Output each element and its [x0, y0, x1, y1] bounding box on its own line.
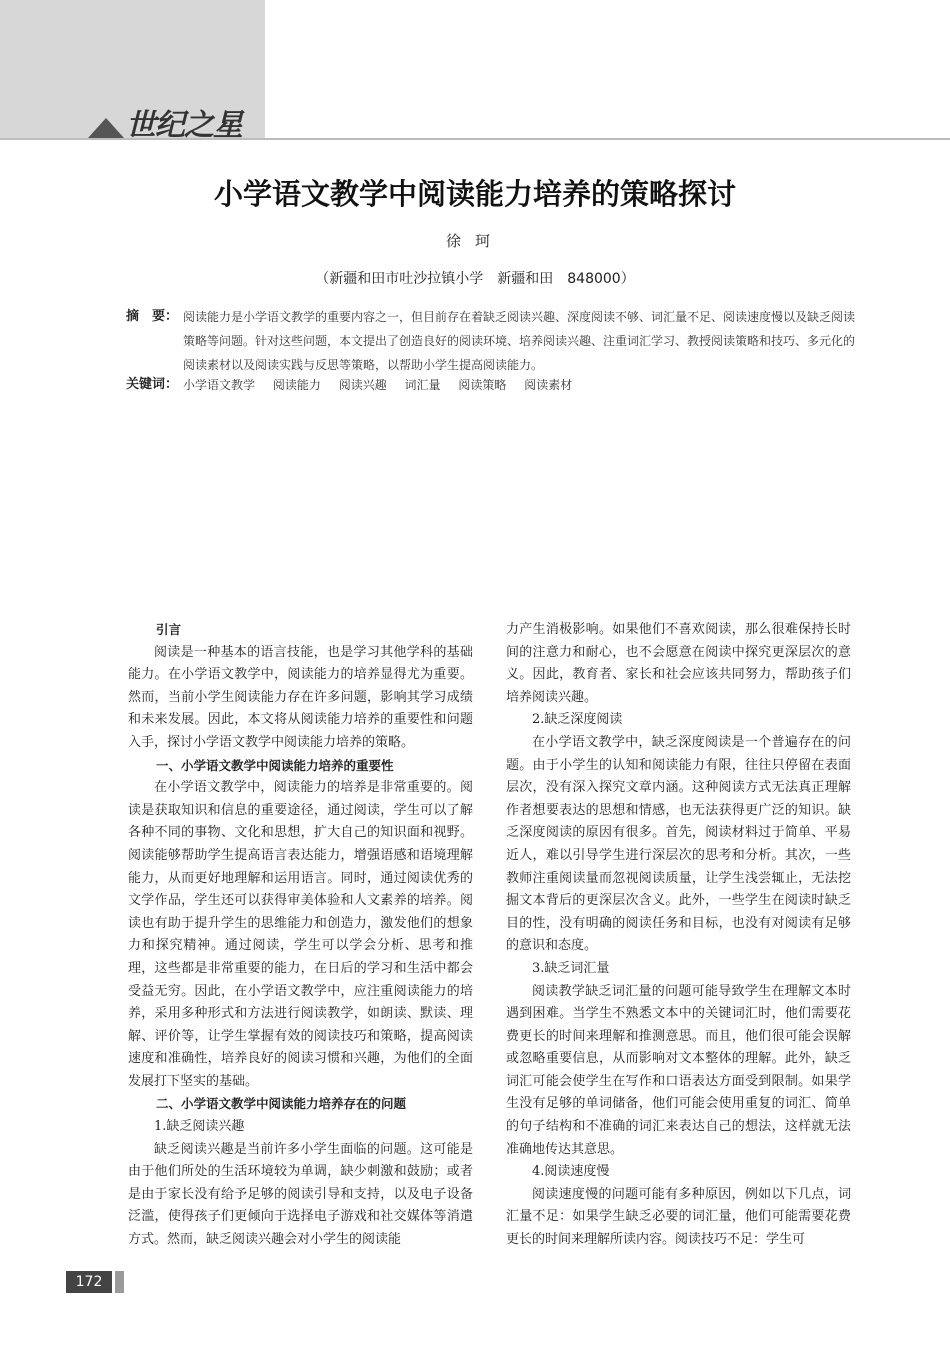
subsection2-heading: 2.缺乏深度阅读 [532, 712, 623, 728]
article-affiliation: （新疆和田市吐沙拉镇小学 新疆和田 848000） [315, 271, 635, 287]
keywords [126, 373, 861, 397]
subsection1-paragraph: 缺乏阅读兴趣是当前许多小学生面临的问题。这可能是由于他们所处的生活环境较为单调，缺少刺激和鼓励；或者是由于家长没有给予足够的阅读引导和支持，以及电子设备泛滥，使得孩子们更倾向于选择电子游戏和社交媒体等消遣方式。然而，缺乏阅读兴趣会对小学生的阅读能 [128, 1141, 473, 1248]
keyword: 阅读兴趣 [338, 378, 387, 392]
abstract-label: 摘 要： [126, 309, 179, 324]
keywords-label: 关键词： [126, 377, 179, 392]
intro-heading: 引言 [156, 622, 182, 637]
subsection1-heading: 1.缺乏阅读兴趣 [154, 1119, 245, 1135]
subsection1-paragraph-continued: 力产生消极影响。如果他们不喜欢阅读，那么很难保持长时间的注意力和耐心，也不会愿意在阅读中探究更深层次的意义。因此，教育者、家长和社会应该共同努力，帮助孩子们培养阅读兴趣。 [506, 622, 851, 705]
subsection2-paragraph: 在小学语文教学中，缺乏深度阅读是一个普遍存在的问题。由于小学生的认知和阅读能力有限，往往只停留在表面层次，没有深入探究文章内涵。这种阅读方式无法真正理解作者想要表达的思想和情感，也无法获得更广泛的知识。缺乏深度阅读的原因有很多。首先，阅读材料过于简单、平易近人，难以引导学生进行深层次的思考和分析。其次，一些教师注重阅读量而忽视阅读质量，让学生浅尝辄止，无法挖掘文本背后的更深层次含义。此外，一些学生在阅读时缺乏目的性，没有明确的阅读任务和目标，也没有对阅读有足够的意识和态度。 [506, 734, 851, 954]
article-author: 徐珂 [445, 232, 504, 250]
abstract-text: 阅读能力是小学语文教学的重要内容之一，但目前存在着缺乏阅读兴趣、深度阅读不够、词汇量不足、阅读速度慢以及缺乏阅读策略等问题。针对这些问题，本文提出了创造良好的阅读环境、培养阅读兴趣、注重词汇学习、教授阅读策略和技巧、多元化的阅读素材以及阅读实践与反思等策略，以帮助小学生提高阅读能力。 [183, 310, 856, 372]
subsection3-paragraph: 阅读教学缺乏词汇量的问题可能导致学生在理解文本时遇到困难。当学生不熟悉文本中的关键词汇时，他们需要花费更长的时间来理解和推测意思。而且，他们很可能会误解或忽略重要信息，从而影响对文本整体的理解。此外，缺乏词汇可能会使学生在写作和口语表达方面受到限制。如果学生没有足够的单词储备，他们可能会使用重复的词汇、简单的句子结构和不准确的词汇来表达自己的想法，这样就无法准确地传达其意思。 [506, 983, 851, 1157]
subsection4-heading: 4.阅读速度慢 [532, 1164, 610, 1180]
keyword: 阅读能力 [272, 378, 321, 392]
header-triangle-icon [88, 118, 124, 138]
article-title: 小学语文教学中阅读能力培养的策略探讨 [213, 177, 736, 211]
footer-mark [115, 1271, 124, 1293]
keywords-list [183, 373, 861, 397]
body-column-left [128, 619, 473, 1252]
intro-paragraph: 阅读是一种基本的语言技能，也是学习其他学科的基础能力。在小学语文教学中，阅读能力的培养显得尤为重要。然而，当前小学生阅读能力存在许多问题，影响其学习成绩和未来发展。因此，本文将从阅读能力培养的重要性和问题入手，探讨小学语文教学中阅读能力培养的策略。 [128, 644, 473, 750]
subsection3-heading: 3.缺乏词汇量 [532, 960, 610, 976]
section1-paragraph: 在小学语文教学中，阅读能力的培养是非常重要的。阅读是获取知识和信息的重要途径，通过阅读，学生可以了解各种不同的事物、文化和思想，扩大自己的知识面和视野。阅读能够帮助学生提高语言表达能力，增强语感和语境理解能力，从而更好地理解和运用语言。同时，通过阅读优秀的文学作品，学生还可以获得审美体验和人文素养的培养。阅读也有助于提升学生的思维能力和创造力，激发他们的想象力和探究精神。通过阅读，学生可以学会分析、思考和推理，这些都是非常重要的能力，在日后的学习和生活中都会受益无穷。因此，在小学语文教学中，应注重阅读能力的培养，采用多种形式和方法进行阅读教学，如朗读、默读、理解、评价等，让学生掌握有效的阅读技巧和策略，提高阅读速度和准确性，培养良好的阅读习惯和兴趣，为他们的全面发展打下坚实的基础。 [128, 780, 473, 1089]
keyword: 词汇量 [404, 378, 441, 392]
abstract [126, 305, 861, 377]
section2-heading: 二、小学语文教学中阅读能力培养存在的问题 [156, 1096, 407, 1112]
page-number: 172 [66, 1271, 112, 1293]
body-column-right [506, 619, 851, 1252]
section1-heading: 一、小学语文教学中阅读能力培养的重要性 [156, 757, 394, 773]
keyword: 阅读素材 [524, 378, 573, 392]
column-label: 世纪之星 [126, 108, 242, 143]
keyword: 小学语文教学 [183, 378, 256, 392]
subsection4-paragraph: 阅读速度慢的问题可能有多种原因，例如以下几点，词汇量不足：如果学生缺乏必要的词汇量，他们可能需要花费更长的时间来理解所读内容。阅读技巧不足：学生可 [506, 1186, 851, 1248]
keyword: 阅读策略 [458, 378, 507, 392]
